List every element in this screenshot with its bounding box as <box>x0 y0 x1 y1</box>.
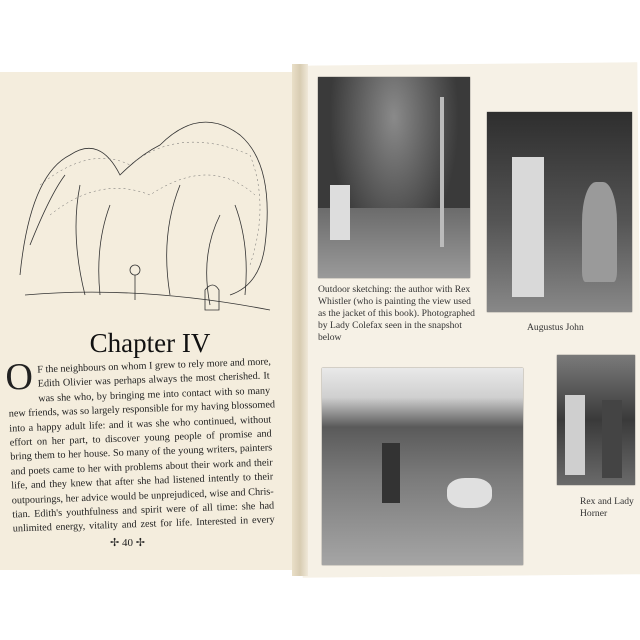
text-line: Edith Olivier was perhaps always the most cherished. It <box>37 370 270 390</box>
photo-augustus-john <box>487 112 632 312</box>
page-number: ✢ 40 ✢ <box>110 537 145 549</box>
drop-cap: O <box>4 355 34 399</box>
photo-outdoor-sketching <box>318 77 470 278</box>
text-line: F the neighbours on whom I grew to rely more and more, <box>37 356 272 376</box>
caption-rex-and-lady-horner: Rex and Lady Horner <box>580 496 634 519</box>
text-line: into a happy adult life: and it was she who continued, without <box>9 414 272 435</box>
book-gutter <box>292 64 308 576</box>
caption-outdoor-sketching: Outdoor sketching: the author with Rex Whistler (who is painting the view used as the jacket of this book). Photographed by Lady Colefax seen in the snapshot below <box>318 284 475 343</box>
photo-rex-and-lady-horner <box>557 355 635 485</box>
tree-illustration <box>10 95 280 325</box>
chapter-body-text <box>4 355 276 537</box>
text-line: effort on her part, to discover young people of promise and <box>9 428 272 449</box>
text-line: tian. Edith's youthfulness and spirit were of all time: she had <box>12 500 275 521</box>
page-number-value: 40 <box>121 537 133 549</box>
text-line: bring them to her house. So many of the young writers, painters <box>10 442 273 464</box>
chapter-title: Chapter IV <box>89 328 211 358</box>
text-line: life, and they knew that after she had listened intently to their <box>11 471 274 492</box>
caption-augustus-john: Augustus John <box>527 322 584 333</box>
text-line: unlimited energy, vitality and zest for life. Interested in every <box>12 514 275 535</box>
text-line: and poets came to her with problems about their work and their <box>10 457 273 478</box>
text-line: new friends, was so largely responsible for my having blossomed <box>8 399 276 420</box>
photo-garden-party <box>322 368 523 565</box>
text-line: was she who, by bringing me into contact with so many <box>38 385 271 405</box>
text-line: outpourings, her advice would be unprejudiced, wise and Chris- <box>11 486 274 507</box>
